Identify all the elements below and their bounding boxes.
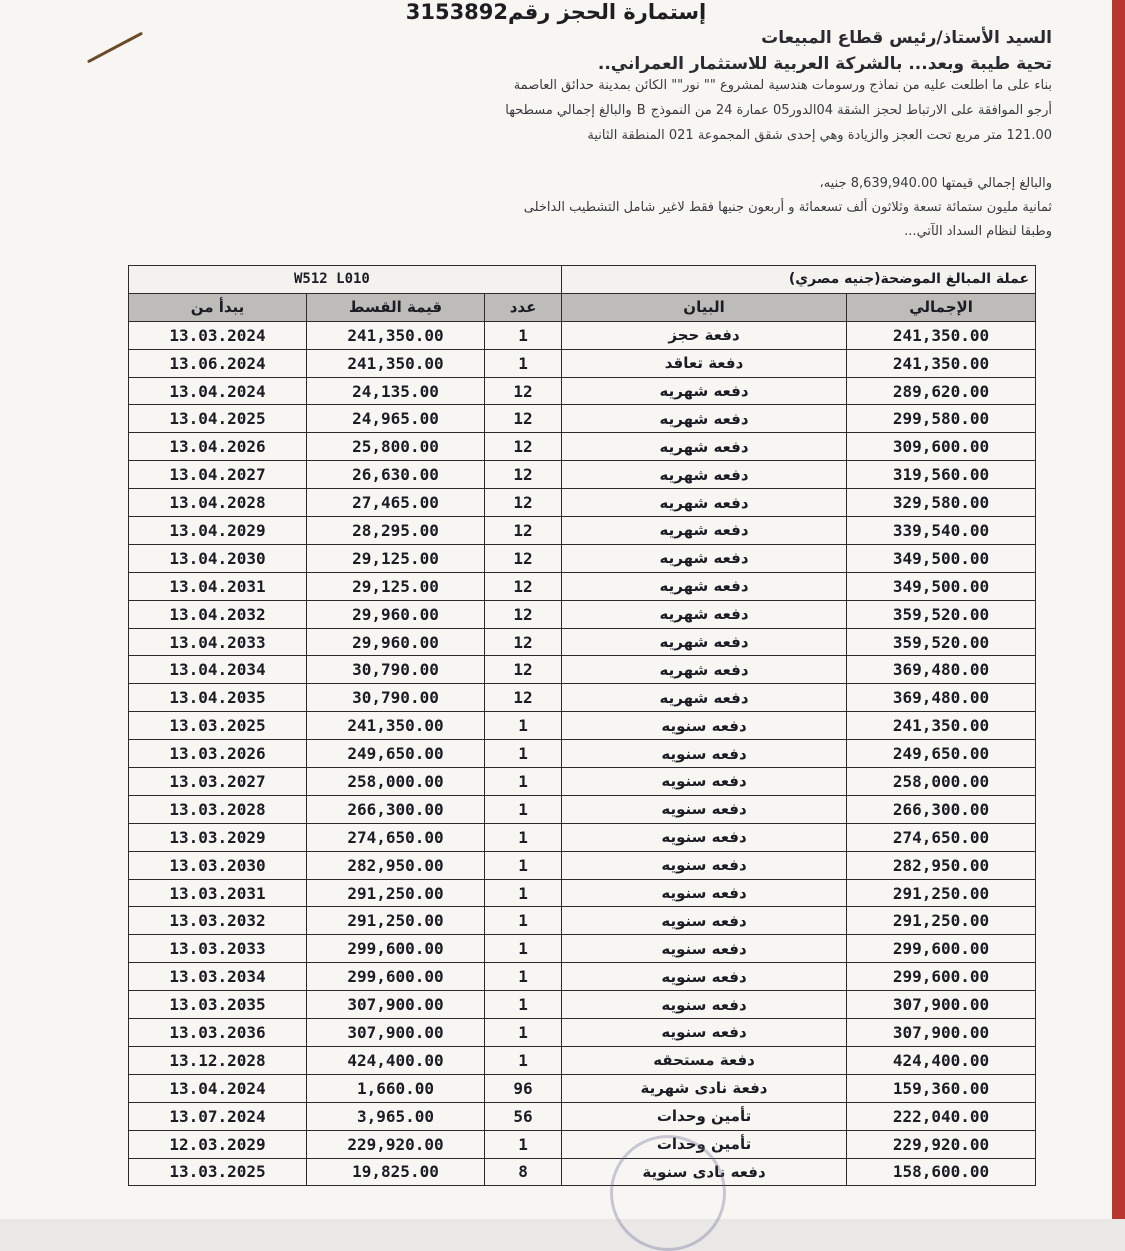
start-cell: 13.07.2024 (129, 1102, 307, 1130)
installment-cell: 26,630.00 (307, 461, 485, 489)
paragraph-line-2: أرجو الموافقة على الارتباط لحجز الشقة 04الدور05 عمارة 24 من النموذج B والبالغ إجمالي مسطحها (505, 103, 1052, 118)
paragraph-line-6: وطبقا لنظام السداد الآتي... (904, 224, 1052, 239)
description-cell: دفعه شهريه (562, 433, 847, 461)
total-cell: 289,620.00 (847, 377, 1036, 405)
installment-cell: 29,125.00 (307, 572, 485, 600)
start-cell: 13.03.2031 (129, 879, 307, 907)
start-cell: 13.03.2035 (129, 991, 307, 1019)
total-cell: 249,650.00 (847, 740, 1036, 768)
count-cell: 8 (485, 1158, 562, 1186)
description-cell: دفعه شهريه (562, 517, 847, 545)
description-cell: دفعه سنويه (562, 795, 847, 823)
total-cell: 299,600.00 (847, 935, 1036, 963)
total-cell: 241,350.00 (847, 712, 1036, 740)
description-cell: دفعه سنويه (562, 823, 847, 851)
count-cell: 1 (485, 1130, 562, 1158)
paragraph-line-1: بناء على ما اطلعت عليه من نماذج ورسومات هندسية لمشروع "" نور"" الكائن بمدينة حدائق العاصمة (513, 78, 1052, 93)
start-cell: 13.04.2025 (129, 405, 307, 433)
start-cell: 13.04.2035 (129, 684, 307, 712)
installment-cell: 24,965.00 (307, 405, 485, 433)
total-cell: 329,580.00 (847, 489, 1036, 517)
installment-cell: 229,920.00 (307, 1130, 485, 1158)
description-cell: دفعه شهريه (562, 489, 847, 517)
count-cell: 1 (485, 712, 562, 740)
count-cell: 12 (485, 600, 562, 628)
description-cell: دفعه شهريه (562, 544, 847, 572)
total-cell: 291,250.00 (847, 907, 1036, 935)
description-cell: تأمين وحدات (562, 1130, 847, 1158)
seal-stamp (610, 1135, 726, 1251)
start-cell: 13.04.2030 (129, 544, 307, 572)
total-cell: 258,000.00 (847, 768, 1036, 796)
description-cell: دفعه شهريه (562, 405, 847, 433)
count-cell: 12 (485, 628, 562, 656)
description-cell: دفعه سنويه (562, 963, 847, 991)
installment-cell: 291,250.00 (307, 907, 485, 935)
count-cell: 1 (485, 740, 562, 768)
installment-cell: 29,960.00 (307, 600, 485, 628)
table-row (129, 489, 1036, 517)
installment-cell: 27,465.00 (307, 489, 485, 517)
table-row (129, 1019, 1036, 1047)
table-row (129, 879, 1036, 907)
header-total: الإجمالي (847, 293, 1036, 321)
count-cell: 12 (485, 433, 562, 461)
start-cell: 13.04.2033 (129, 628, 307, 656)
table-row (129, 684, 1036, 712)
installment-cell: 307,900.00 (307, 1019, 485, 1047)
red-edge (1112, 0, 1125, 1219)
count-cell: 12 (485, 656, 562, 684)
count-cell: 12 (485, 572, 562, 600)
count-cell: 1 (485, 823, 562, 851)
count-cell: 1 (485, 1019, 562, 1047)
installment-cell: 24,135.00 (307, 377, 485, 405)
total-cell: 158,600.00 (847, 1158, 1036, 1186)
start-cell: 13.03.2033 (129, 935, 307, 963)
start-cell: 13.04.2031 (129, 572, 307, 600)
count-cell: 1 (485, 795, 562, 823)
total-cell: 282,950.00 (847, 851, 1036, 879)
total-cell: 369,480.00 (847, 684, 1036, 712)
total-cell: 307,900.00 (847, 1019, 1036, 1047)
count-cell: 12 (485, 517, 562, 545)
installment-cell: 307,900.00 (307, 991, 485, 1019)
pen-mark (87, 32, 143, 64)
description-cell: دفعه نادى سنوية (562, 1158, 847, 1186)
total-cell: 424,400.00 (847, 1046, 1036, 1074)
installment-cell: 258,000.00 (307, 768, 485, 796)
start-cell: 13.04.2034 (129, 656, 307, 684)
count-cell: 1 (485, 963, 562, 991)
count-cell: 12 (485, 544, 562, 572)
table-row (129, 768, 1036, 796)
greeting: تحية طيبة وبعد... بالشركة العربية للاستثمار العمراني.. (597, 54, 1052, 74)
installment-cell: 274,650.00 (307, 823, 485, 851)
start-cell: 13.03.2034 (129, 963, 307, 991)
start-cell: 13.03.2026 (129, 740, 307, 768)
description-cell: تأمين وحدات (562, 1102, 847, 1130)
installment-cell: 29,125.00 (307, 544, 485, 572)
installment-cell: 3,965.00 (307, 1102, 485, 1130)
total-cell: 241,350.00 (847, 349, 1036, 377)
table-row (129, 572, 1036, 600)
installment-cell: 29,960.00 (307, 628, 485, 656)
count-cell: 12 (485, 684, 562, 712)
table-row (129, 656, 1036, 684)
unit-codes: W512 L010 (129, 266, 562, 294)
table-row (129, 1074, 1036, 1102)
description-cell: دفعة نادى شهرية (562, 1074, 847, 1102)
table-row (129, 795, 1036, 823)
count-cell: 1 (485, 935, 562, 963)
start-cell: 13.03.2025 (129, 712, 307, 740)
description-cell: دفعه شهريه (562, 461, 847, 489)
count-cell: 1 (485, 768, 562, 796)
installment-cell: 291,250.00 (307, 879, 485, 907)
total-cell: 222,040.00 (847, 1102, 1036, 1130)
total-cell: 359,520.00 (847, 600, 1036, 628)
header-description: البيان (562, 293, 847, 321)
description-cell: دفعه سنويه (562, 935, 847, 963)
table-row (129, 628, 1036, 656)
table-row (129, 377, 1036, 405)
total-cell: 291,250.00 (847, 879, 1036, 907)
start-cell: 13.04.2024 (129, 1074, 307, 1102)
document-title: إستمارة الحجز رقم3153892 (405, 0, 707, 24)
start-cell: 13.03.2036 (129, 1019, 307, 1047)
table-row (129, 433, 1036, 461)
total-cell: 349,500.00 (847, 544, 1036, 572)
table-row (129, 321, 1036, 349)
count-cell: 96 (485, 1074, 562, 1102)
table-row (129, 851, 1036, 879)
count-cell: 1 (485, 1046, 562, 1074)
count-cell: 1 (485, 879, 562, 907)
table-row (129, 963, 1036, 991)
description-cell: دفعه شهريه (562, 684, 847, 712)
start-cell: 13.04.2024 (129, 377, 307, 405)
count-cell: 12 (485, 377, 562, 405)
start-cell: 13.03.2030 (129, 851, 307, 879)
start-cell: 13.03.2032 (129, 907, 307, 935)
table-row (129, 935, 1036, 963)
header-installment: قيمة القسط (307, 293, 485, 321)
description-cell: دفعه سنويه (562, 712, 847, 740)
start-cell: 13.03.2025 (129, 1158, 307, 1186)
installment-cell: 241,350.00 (307, 712, 485, 740)
installment-cell: 241,350.00 (307, 349, 485, 377)
installment-cell: 28,295.00 (307, 517, 485, 545)
installment-cell: 424,400.00 (307, 1046, 485, 1074)
header-count: عدد (485, 293, 562, 321)
currency-note: عملة المبالغ الموضحة(جنيه مصري) (562, 266, 1036, 294)
table-row (129, 544, 1036, 572)
total-cell: 299,580.00 (847, 405, 1036, 433)
start-cell: 13.12.2028 (129, 1046, 307, 1074)
table-row (129, 600, 1036, 628)
paragraph-line-4: والبالغ إجمالي قيمتها 8,639,940.00 جنيه، (819, 176, 1052, 191)
description-cell: دفعه شهريه (562, 656, 847, 684)
description-cell: دفعة مستحقه (562, 1046, 847, 1074)
header-start: يبدأ من (129, 293, 307, 321)
start-cell: 12.03.2029 (129, 1130, 307, 1158)
count-cell: 1 (485, 907, 562, 935)
start-cell: 13.03.2024 (129, 321, 307, 349)
description-cell: دفعه سنويه (562, 991, 847, 1019)
start-cell: 13.04.2026 (129, 433, 307, 461)
payment-schedule-table (128, 265, 1036, 1186)
installment-cell: 30,790.00 (307, 656, 485, 684)
table-row (129, 1102, 1036, 1130)
description-cell: دفعه سنويه (562, 768, 847, 796)
installment-cell: 299,600.00 (307, 963, 485, 991)
total-cell: 159,360.00 (847, 1074, 1036, 1102)
installment-cell: 25,800.00 (307, 433, 485, 461)
table-row (129, 461, 1036, 489)
table-row (129, 349, 1036, 377)
description-cell: دفعه شهريه (562, 377, 847, 405)
description-cell: دفعه سنويه (562, 879, 847, 907)
installment-cell: 1,660.00 (307, 1074, 485, 1102)
installment-cell: 241,350.00 (307, 321, 485, 349)
paragraph-line-5: ثمانية مليون ستمائة تسعة وثلاثون ألف تسعمائة و أربعون جنيها فقط لاغير شامل التشطيب الداخلى (523, 200, 1052, 215)
total-cell: 299,600.00 (847, 963, 1036, 991)
table-row (129, 1130, 1036, 1158)
table-row (129, 1046, 1036, 1074)
total-cell: 229,920.00 (847, 1130, 1036, 1158)
description-cell: دفعه سنويه (562, 1019, 847, 1047)
description-cell: دفعه سنويه (562, 851, 847, 879)
installment-cell: 299,600.00 (307, 935, 485, 963)
description-cell: دفعه سنويه (562, 907, 847, 935)
total-cell: 307,900.00 (847, 991, 1036, 1019)
paragraph-line-3: 121.00 متر مربع تحت العجز والزيادة وهي إحدى شقق المجموعة 021 المنطقة الثانية (587, 128, 1052, 143)
description-cell: دفعه شهريه (562, 628, 847, 656)
start-cell: 13.03.2028 (129, 795, 307, 823)
description-cell: دفعه شهريه (562, 600, 847, 628)
start-cell: 13.04.2027 (129, 461, 307, 489)
total-cell: 274,650.00 (847, 823, 1036, 851)
total-cell: 309,600.00 (847, 433, 1036, 461)
table-row (129, 712, 1036, 740)
total-cell: 241,350.00 (847, 321, 1036, 349)
total-cell: 266,300.00 (847, 795, 1036, 823)
table-body (129, 321, 1036, 1186)
table-row (129, 517, 1036, 545)
installment-cell: 266,300.00 (307, 795, 485, 823)
total-cell: 319,560.00 (847, 461, 1036, 489)
start-cell: 13.04.2028 (129, 489, 307, 517)
start-cell: 13.04.2032 (129, 600, 307, 628)
total-cell: 339,540.00 (847, 517, 1036, 545)
description-cell: دفعه شهريه (562, 572, 847, 600)
total-cell: 369,480.00 (847, 656, 1036, 684)
installment-cell: 249,650.00 (307, 740, 485, 768)
installment-cell: 282,950.00 (307, 851, 485, 879)
table-row (129, 991, 1036, 1019)
installment-cell: 19,825.00 (307, 1158, 485, 1186)
table-row (129, 823, 1036, 851)
installment-cell: 30,790.00 (307, 684, 485, 712)
count-cell: 12 (485, 489, 562, 517)
salutation: السيد الأستاذ/رئيس قطاع المبيعات (761, 28, 1052, 48)
table-row (129, 907, 1036, 935)
total-cell: 349,500.00 (847, 572, 1036, 600)
count-cell: 1 (485, 991, 562, 1019)
count-cell: 12 (485, 405, 562, 433)
description-cell: دفعة حجز (562, 321, 847, 349)
start-cell: 13.06.2024 (129, 349, 307, 377)
count-cell: 1 (485, 321, 562, 349)
codes-row (129, 266, 1036, 294)
count-cell: 1 (485, 851, 562, 879)
table-row (129, 405, 1036, 433)
total-cell: 359,520.00 (847, 628, 1036, 656)
start-cell: 13.04.2029 (129, 517, 307, 545)
start-cell: 13.03.2027 (129, 768, 307, 796)
table-row (129, 740, 1036, 768)
description-cell: دفعه سنويه (562, 740, 847, 768)
count-cell: 1 (485, 349, 562, 377)
count-cell: 56 (485, 1102, 562, 1130)
count-cell: 12 (485, 461, 562, 489)
table-row (129, 1158, 1036, 1186)
start-cell: 13.03.2029 (129, 823, 307, 851)
header-row (129, 293, 1036, 321)
description-cell: دفعة تعاقد (562, 349, 847, 377)
